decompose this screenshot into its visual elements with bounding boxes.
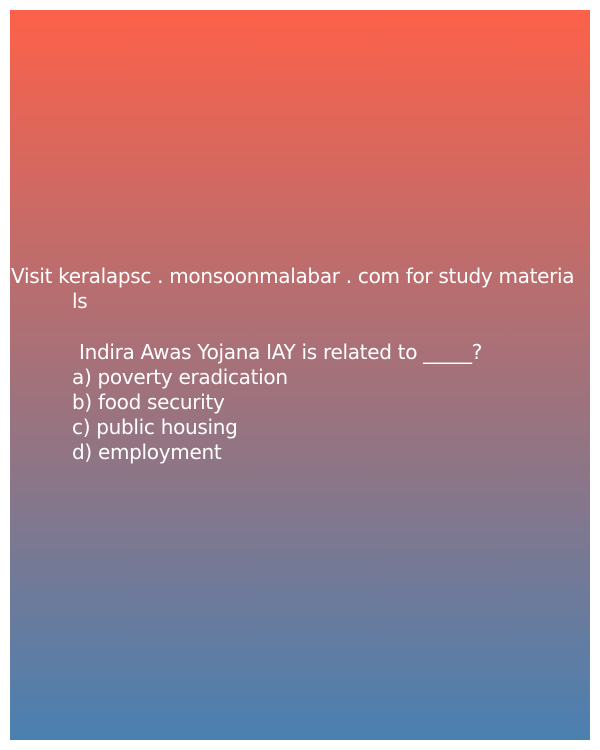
promo-text-line-1: Visit keralapsc . monsoonmalabar . com for study materia [11,264,575,288]
quiz-card [10,10,590,740]
question-text: Indira Awas Yojana IAY is related to _____? [79,340,483,364]
option-a: a) poverty eradication [72,365,288,389]
option-d: d) employment [72,440,222,464]
option-c: c) public housing [72,415,238,439]
option-b: b) food security [72,390,225,414]
promo-text-line-2: ls [72,289,88,313]
